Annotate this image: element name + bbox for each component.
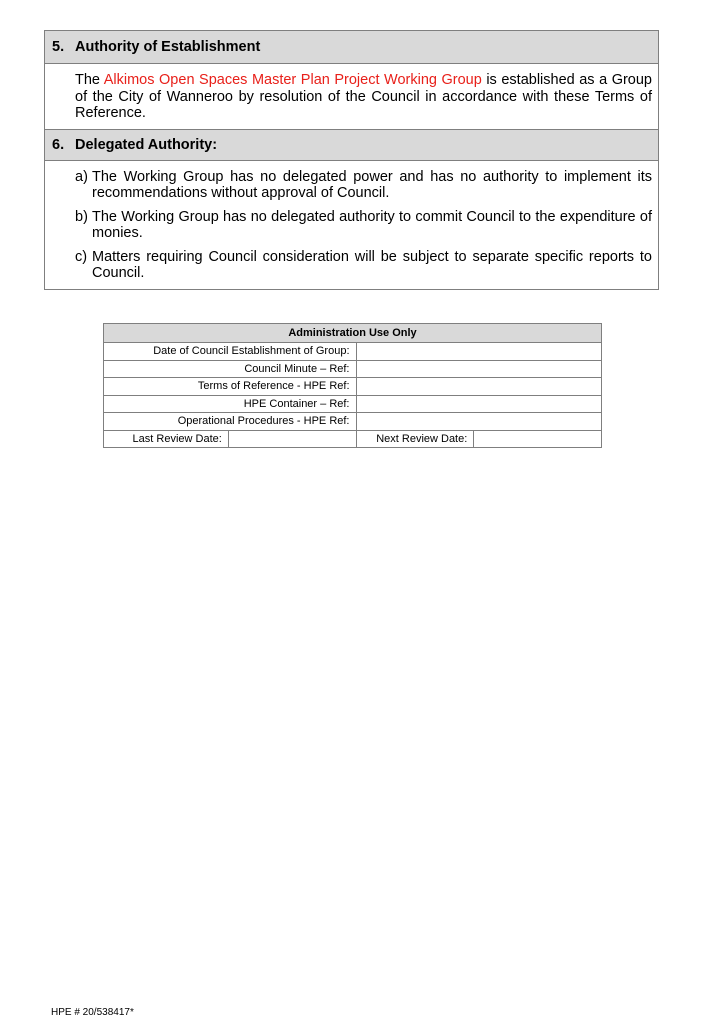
section-5-text-after: is established as a Group of the City of Wanneroo by resolution of the Council in accordance with these Terms of Reference. [75, 72, 653, 121]
establishment-date-field[interactable] [356, 343, 602, 361]
list-item [75, 209, 652, 242]
administration-header: Administration Use Only [104, 324, 602, 343]
hpe-container-label: HPE Container – Ref: [104, 395, 357, 413]
hpe-container-field[interactable] [356, 395, 602, 413]
section-6-number: 6. [52, 136, 65, 153]
list-marker: c) [75, 248, 88, 265]
delegated-authority-list [45, 161, 658, 289]
terms-sections [44, 30, 659, 290]
section-5-number: 5. [52, 39, 65, 55]
section-5-heading [45, 31, 658, 63]
operational-procedures-field[interactable] [356, 413, 602, 431]
table-row [104, 378, 602, 396]
list-marker: a) [75, 168, 88, 185]
table-row [104, 413, 602, 431]
list-text: Matters requiring Council consideration will be subject to separate specific reports to Council. [92, 248, 652, 281]
table-row [104, 343, 602, 361]
list-marker: b) [75, 208, 88, 225]
table-row [104, 430, 602, 448]
establishment-date-label: Date of Council Establishment of Group: [104, 343, 357, 361]
working-group-name: Alkimos Open Spaces Master Plan Project Working Group [103, 72, 482, 88]
operational-procedures-label: Operational Procedures - HPE Ref: [104, 413, 357, 431]
section-6-heading [45, 129, 658, 161]
table-row [104, 360, 602, 378]
last-review-label: Last Review Date: [104, 430, 229, 448]
next-review-field[interactable] [474, 430, 602, 448]
list-text: The Working Group has no delegated power and has no authority to implement its recommendations without approval of Council. [92, 168, 652, 201]
terms-of-reference-field[interactable] [356, 378, 602, 396]
section-6-title: Delegated Authority: [75, 136, 218, 153]
council-minute-field[interactable] [356, 360, 602, 378]
last-review-field[interactable] [228, 430, 356, 448]
section-5-body [45, 63, 658, 129]
footer-hpe-reference: HPE # 20/538417* [51, 1007, 134, 1018]
administration-table [103, 323, 602, 448]
terms-of-reference-label: Terms of Reference - HPE Ref: [104, 378, 357, 396]
next-review-label: Next Review Date: [356, 430, 474, 448]
list-text: The Working Group has no delegated authority to commit Council to the expenditure of monies. [92, 208, 652, 241]
council-minute-label: Council Minute – Ref: [104, 360, 357, 378]
list-item [75, 169, 652, 202]
table-row [104, 395, 602, 413]
section-5-title: Authority of Establishment [75, 39, 261, 55]
section-5-text-before: The [75, 72, 104, 88]
list-item [75, 249, 652, 282]
